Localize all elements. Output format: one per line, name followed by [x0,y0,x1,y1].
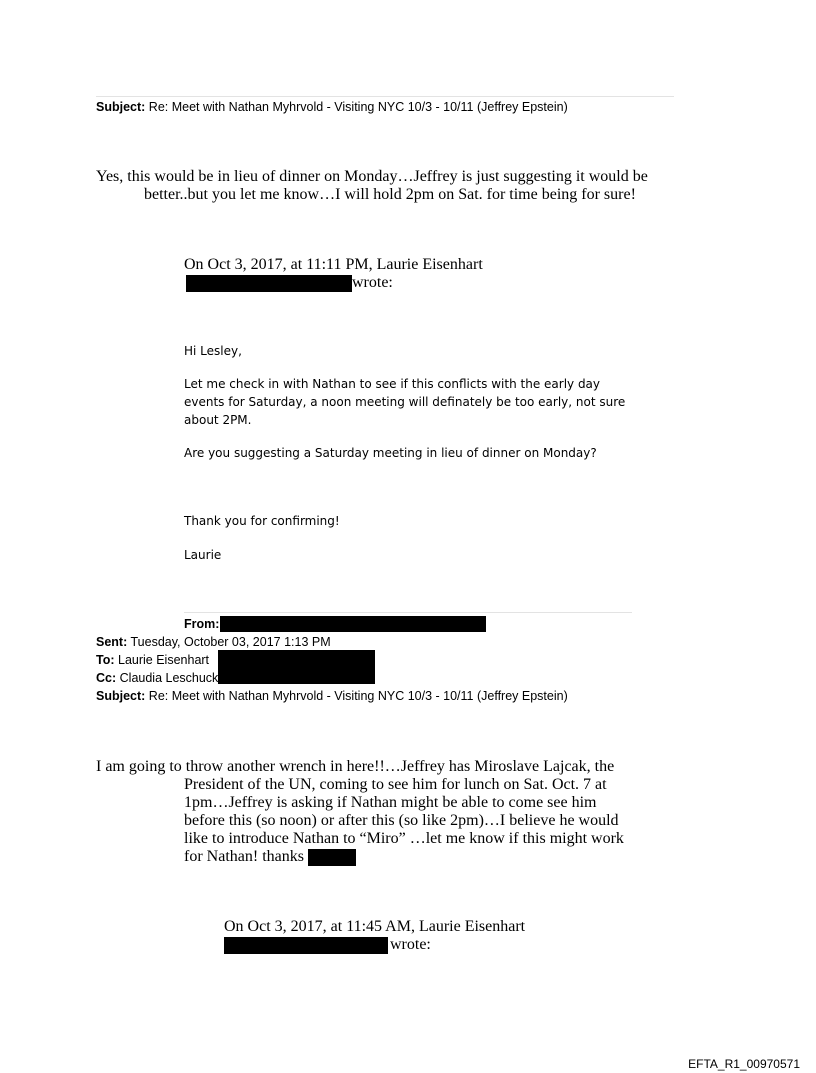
sent-line [96,633,331,651]
sent-label: Sent: [96,635,128,649]
reply-line: 1pm…Jeffrey is asking if Nathan might be able to come see him [184,794,597,811]
subject-label: Subject: [96,100,146,114]
body-line: events for Saturday, a noon meeting will definately be too early, not sure [184,395,626,409]
quote-wrote: wrote: [390,936,431,953]
subject-line [96,98,568,116]
reply-line: before this (so noon) or after this (so like 2pm)…I believe he would [184,812,619,829]
body-line: about 2PM. [184,413,252,427]
from-label: From: [184,617,220,631]
reply-line: for Nathan! thanks [184,848,304,865]
bates-number: EFTA_R1_00970571 [688,1057,800,1071]
subject-text: Re: Meet with Nathan Myhrvold - Visiting NYC 10/3 - 10/11 (Jeffrey Epstein) [148,100,568,114]
redaction-box [308,849,356,866]
reply-line: better..but you let me know…I will hold 2pm on Sat. for time being for sure! [144,186,636,203]
quote-wrote: wrote: [352,274,393,291]
to-value: Laurie Eisenhart [118,653,210,667]
redaction-box [224,937,388,954]
sent-value: Tuesday, October 03, 2017 1:13 PM [130,635,331,649]
subject-line [96,687,568,705]
body-question: Are you suggesting a Saturday meeting in lieu of dinner on Monday? [184,446,597,460]
to-line [96,651,209,669]
redaction-box [218,650,375,684]
from-line [184,615,219,633]
quote-attribution: On Oct 3, 2017, at 11:45 AM, Laurie Eisenhart [224,918,526,935]
signature: Laurie [184,548,222,562]
reply-line: Yes, this would be in lieu of dinner on Monday…Jeffrey is just suggesting it would be [96,168,648,185]
quote-attribution: On Oct 3, 2017, at 11:11 PM, Laurie Eisenhart [184,256,483,273]
reply-line: like to introduce Nathan to “Miro” …let me know if this might work [184,830,624,847]
to-label: To: [96,653,115,667]
header-divider [184,612,632,613]
header-divider [96,96,674,97]
subject-label: Subject: [96,689,146,703]
cc-label: Cc: [96,671,117,685]
greeting: Hi Lesley, [184,344,242,358]
reply-line: I am going to throw another wrench in here!!…Jeffrey has Miroslave Lajcak, the [96,758,615,775]
redaction-box [186,275,352,292]
body-thanks: Thank you for confirming! [184,514,340,528]
subject-text: Re: Meet with Nathan Myhrvold - Visiting NYC 10/3 - 10/11 (Jeffrey Epstein) [148,689,568,703]
redaction-box [220,616,486,632]
cc-line [96,669,218,687]
reply-line: President of the UN, coming to see him for lunch on Sat. Oct. 7 at [184,776,607,793]
body-line: Let me check in with Nathan to see if this conflicts with the early day [184,377,601,391]
cc-value: Claudia Leschuck [119,671,219,685]
